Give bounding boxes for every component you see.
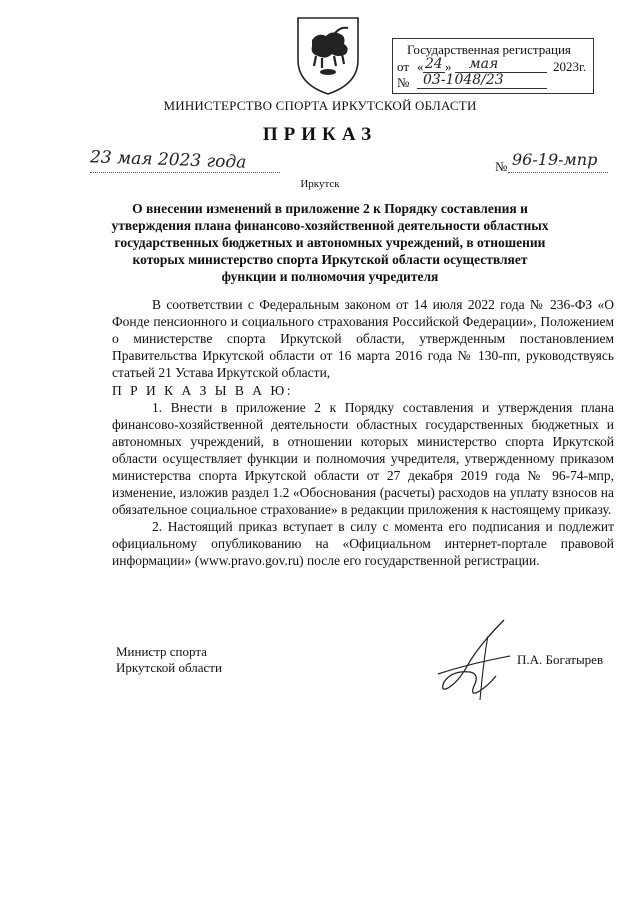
order-date: 23 мая 2023 года <box>89 147 247 173</box>
ministry-name: МИНИСТЕРСТВО СПОРТА ИРКУТСКОЙ ОБЛАСТИ <box>163 98 477 113</box>
registration-from-label: от <box>397 59 410 74</box>
number-underline <box>417 88 547 89</box>
registration-month: мая <box>469 56 499 72</box>
quote-open: « <box>417 59 424 74</box>
registration-number-label: № <box>397 75 410 90</box>
order-number-sign: № <box>495 159 508 174</box>
registration-stamp <box>392 38 594 94</box>
order-date-line <box>90 172 280 173</box>
order-item-2: 2. Настоящий приказ вступает в силу с момента его подписания и подлежит официальному опубликованию на «Официальном интернет-портале правовой информации» (www.pravo.gov.ru) после его государственной регистрации. <box>112 519 614 568</box>
order-number: 96-19-мпр <box>512 150 598 169</box>
handwritten-signature <box>418 616 528 704</box>
order-word: П Р И К А З Ы В А Ю: <box>112 383 294 398</box>
city-name: Иркутск <box>300 178 340 190</box>
signatory-position <box>116 644 222 676</box>
order-item-1: 1. Внести в приложение 2 к Порядку составления и утверждения плана финансово-хозяйственной деятельности областных государственных бюджетных и автономных учреждений, в отношении которых министерство спорта Иркутской области осуществляет функции и полномочия учредителя, утвержденному приказом министерства спорта Иркутской области от 27 декабря 2019 года № 96-74-мпр, изменение, изложив раздел 1.2 «Обоснования (расчеты) расходов на уплату взносов на обязательное социальное страхование» в редакции приложения к настоящему приказу. <box>112 400 614 517</box>
signatory-name: П.А. Богатырев <box>517 652 604 667</box>
document-type-heading: ПРИКАЗ <box>262 124 378 145</box>
registration-day: 24 <box>425 56 443 72</box>
registration-heading: Государственная регистрация <box>407 42 571 57</box>
coat-of-arms-emblem <box>292 14 364 96</box>
registration-number-line <box>397 74 589 91</box>
quote-close: » <box>445 59 452 74</box>
preamble-paragraph: В соответствии с Федеральным законом от 14 июля 2022 года № 236-ФЗ «О Фонде пенсионного и социального страхования Российской Федерации», Положением о министерстве спорта Иркутской области, утвержденным постановлением Правительства Иркутской области от 16 марта 2016 года № 130-пп, руководствуясь статьей 21 Устава Иркутской области, <box>112 297 614 380</box>
signatory-position-line2: Иркутской области <box>116 660 222 675</box>
order-number-line <box>508 172 608 173</box>
registration-year: 2023г. <box>553 59 587 74</box>
signatory-position-line1: Министр спорта <box>116 644 207 659</box>
document-title: О внесении изменений в приложение 2 к Порядку составления и утверждения плана финансово-хозяйственной деятельности областных государственных бюджетных и автономных учреждений, в отношении которых министерство спорта Иркутской области осуществляет функции и полномочия учредителя <box>111 201 549 284</box>
document-body <box>112 296 614 569</box>
registration-number: 03-1048/23 <box>423 72 504 88</box>
